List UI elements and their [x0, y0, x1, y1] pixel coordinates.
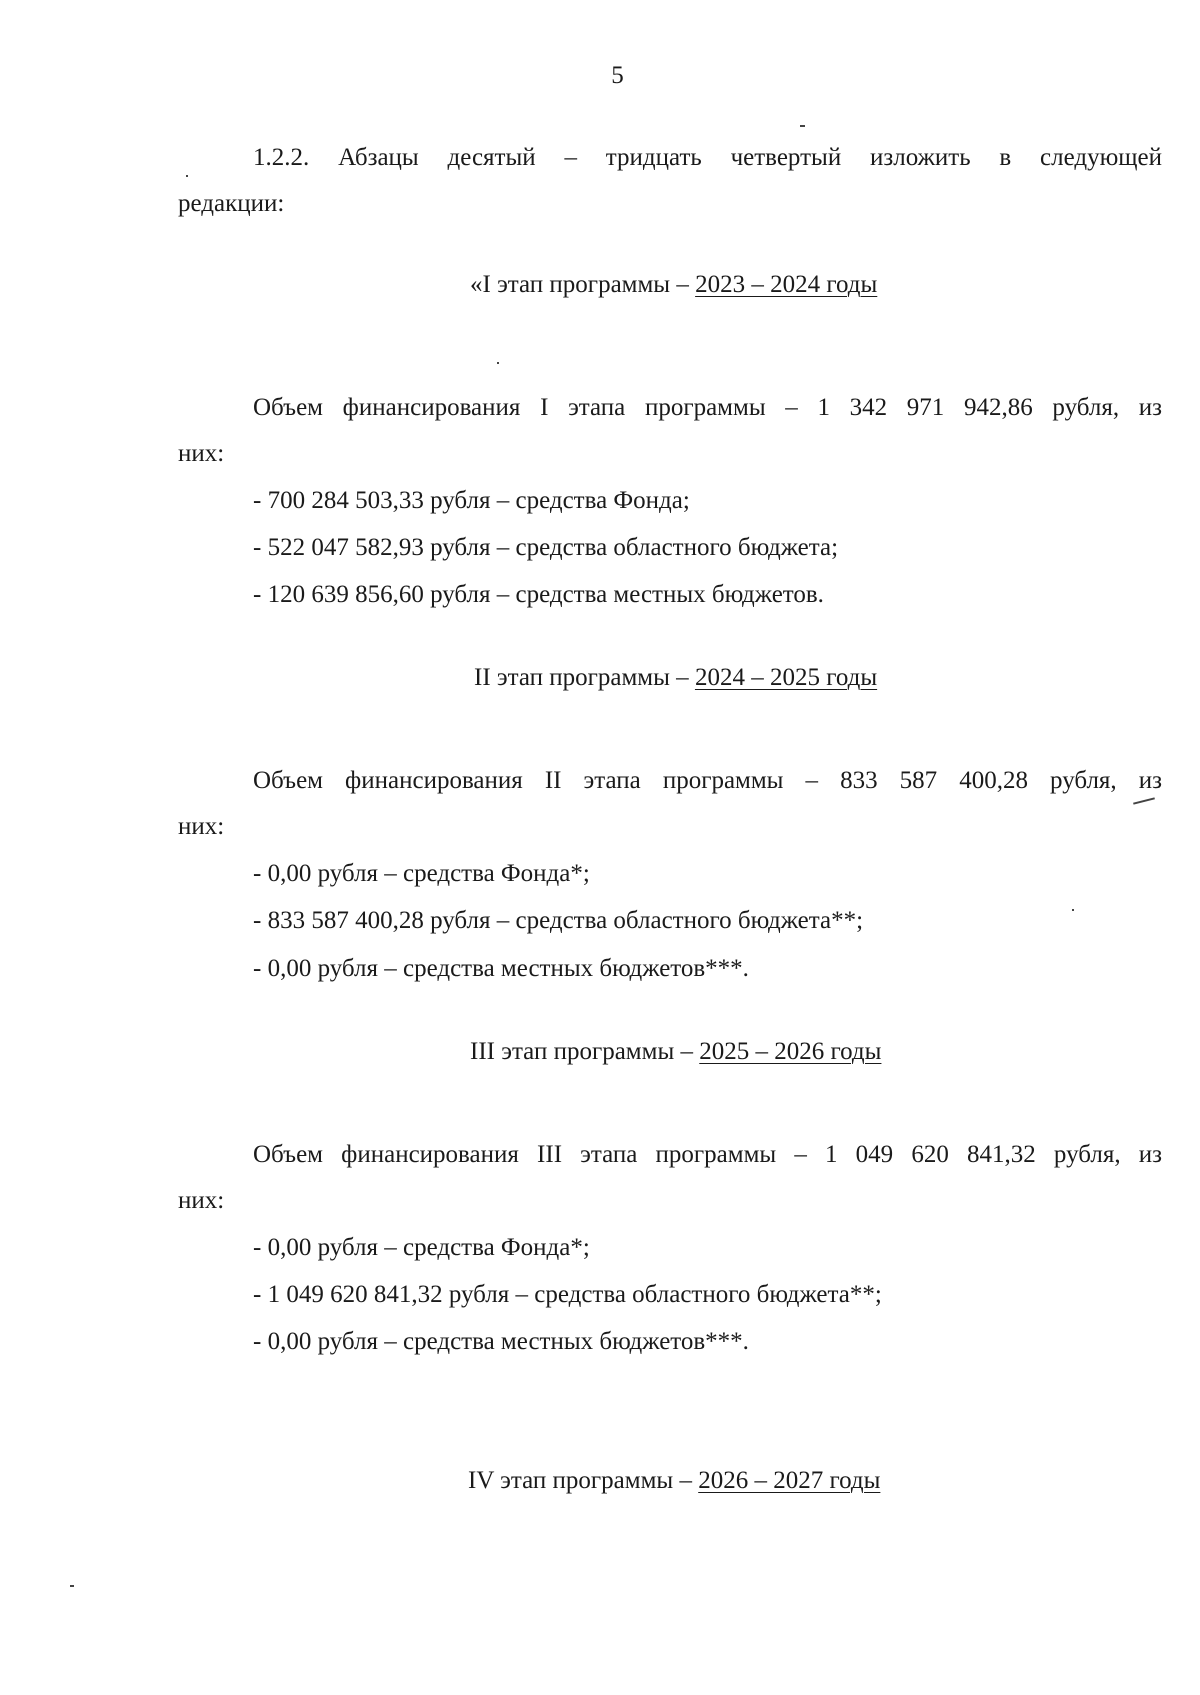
stage-3-item-1: - 0,00 рубля – средства Фонда*;: [253, 1234, 590, 1261]
stage-4-heading-years: 2026 – 2027 годы: [698, 1467, 881, 1494]
stage-3-item-2: - 1 049 620 841,32 рубля – средства областного бюджета**;: [253, 1281, 882, 1308]
stage-2-item-2: - 833 587 400,28 рубля – средства областного бюджета**;: [253, 907, 864, 934]
stage-1-heading-years: 2023 – 2024 годы: [695, 271, 878, 298]
stage-4-heading-prefix: IV этап программы –: [468, 1467, 699, 1494]
stage-2-heading-prefix: II этап программы –: [474, 664, 695, 691]
stage-1-heading: [470, 270, 877, 300]
stage-1-item-3: - 120 639 856,60 рубля – средства местных бюджетов.: [253, 581, 824, 608]
intro-line-2: редакции:: [178, 190, 285, 217]
stage-3-volume-line: Объем финансирования III этапа программы – 1 049 620 841,32 рубля, из: [253, 1141, 1162, 1168]
page-number: 5: [611, 62, 624, 89]
stage-3-heading-years: 2025 – 2026 годы: [699, 1038, 882, 1065]
stage-2-volume-cont: них:: [178, 813, 225, 840]
stage-1-item-1: - 700 284 503,33 рубля – средства Фонда;: [253, 487, 690, 514]
stage-2-heading: [474, 663, 877, 693]
stage-3-heading-prefix: III этап программы –: [470, 1038, 700, 1065]
stage-2-item-1: - 0,00 рубля – средства Фонда*;: [253, 860, 590, 887]
stage-1-item-2: - 522 047 582,93 рубля – средства областного бюджета;: [253, 534, 839, 561]
stage-4-heading: [468, 1466, 880, 1496]
stage-2-item-3: - 0,00 рубля – средства местных бюджетов***.: [253, 955, 749, 982]
stage-3-heading: [470, 1037, 881, 1067]
intro-line-1: 1.2.2. Абзацы десятый – тридцать четвертый изложить в следующей: [253, 144, 1162, 171]
stage-1-heading-prefix: «I этап программы –: [470, 271, 696, 298]
stage-3-item-3: - 0,00 рубля – средства местных бюджетов***.: [253, 1328, 749, 1355]
scan-speck: [1072, 909, 1074, 911]
scan-speck: [186, 175, 188, 177]
stage-1-volume-cont: них:: [178, 440, 225, 467]
stage-1-volume-line: Объем финансирования I этапа программы – 1 342 971 942,86 рубля, из: [253, 394, 1162, 421]
pen-stroke: [1133, 797, 1155, 804]
scan-speck: [497, 362, 499, 364]
stage-2-volume-line: Объем финансирования II этапа программы – 833 587 400,28 рубля, из: [253, 767, 1162, 794]
stage-2-heading-years: 2024 – 2025 годы: [694, 664, 878, 691]
scan-speck: [70, 1585, 74, 1587]
scan-speck: [800, 125, 805, 127]
stage-3-volume-cont: них:: [178, 1187, 225, 1214]
